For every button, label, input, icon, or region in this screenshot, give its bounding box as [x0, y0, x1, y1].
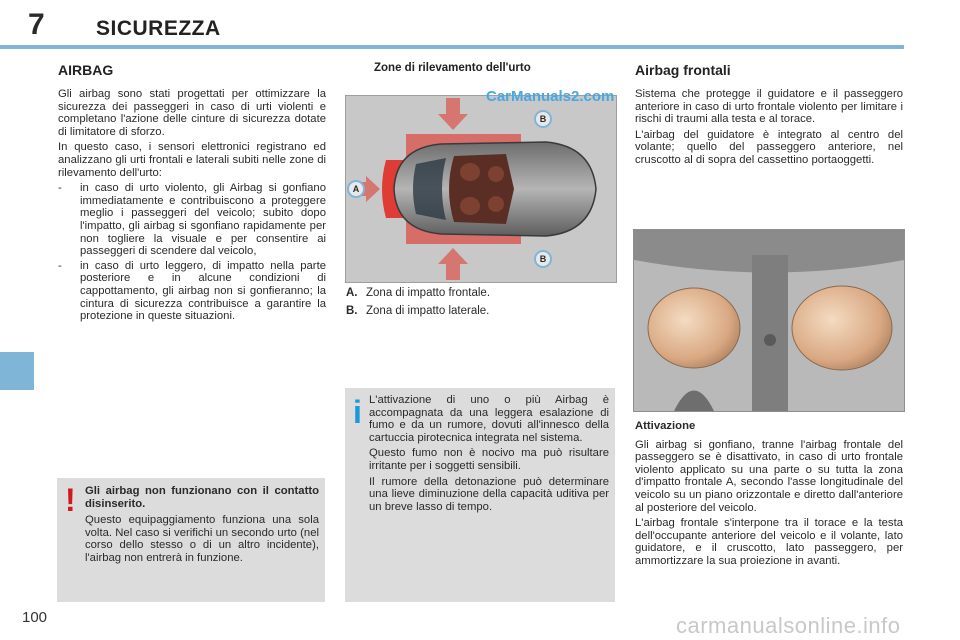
activation-title: Attivazione [635, 420, 696, 432]
frontal-airbag-figure [633, 229, 905, 412]
airbag-title: AIRBAG [58, 62, 114, 78]
windshield [413, 158, 446, 220]
front-seat [460, 197, 480, 215]
frontal-section [635, 62, 903, 170]
info-icon: i [353, 394, 362, 430]
side-arrow-top [438, 98, 468, 130]
car-top-view-illustration [346, 96, 616, 282]
console-knob [764, 334, 776, 346]
rear-seat [488, 196, 504, 212]
header-rule [0, 45, 904, 49]
side-arrow-bottom [438, 248, 468, 280]
frontal-para-location: L'airbag del guidatore è integrato al centro del volante; quello del passeggero anteriore, nel cruscotto al di sopra del cassettino portaoggetti. [635, 128, 903, 166]
info-para-smoke: Questo fumo non è nocivo ma può risultare irritante per i soggetti sensibili. [369, 447, 609, 472]
legend-text: Zona di impatto frontale. [366, 287, 491, 299]
bullet-dash: - [58, 259, 62, 272]
label-b-top: B [539, 114, 547, 124]
label-b-bottom: B [539, 254, 547, 264]
warning-icon: ! [65, 482, 76, 518]
center-console [752, 255, 788, 411]
zones-title: Zone di rilevamento dell'urto [374, 62, 531, 74]
airbag-sensors: In questo caso, i sensori elettronici registrano ed analizzano gli urti frontali e laterali subiti nelle zone di rilevamento dell'urto: [58, 141, 326, 179]
info-para-noise: Il rumore della detonazione può determinare una lieve diminuzione della capacità uditiva per un breve lasso di tempo. [369, 475, 609, 513]
carmanuals-watermark: CarManuals2.com [486, 88, 615, 105]
activation-para-function: L'airbag frontale s'interpone tra il torace e la testa dell'occupante anteriore del veicolo e il volante, lato guidatore, e il cruscotto, lato passeggero, per ammortizzare la sua proiezione in avanti. [635, 517, 903, 567]
warning-title: Gli airbag non funzionano con il contatto disinserito. [85, 485, 319, 510]
airbag-intro: Gli airbag sono stati progettati per ottimizzare la sicurezza dei passeggeri in caso di urti violenti e completano l'azione delle cinture di sicurezza dotate di limitatore di sforzo. [58, 88, 326, 138]
footer-watermark: carmanualsonline.info [676, 613, 901, 638]
zones-legend [346, 287, 616, 323]
label-a: A [352, 184, 360, 194]
info-para-activation: L'attivazione di uno o più Airbag è accompagnata da una leggera esalazione di fumo e da un rumore, dovuti all'innesco della cartuccia pirotecnica integrata nel sistema. [369, 394, 609, 444]
warning-box [57, 478, 325, 602]
chapter-side-tab [0, 352, 34, 390]
legend-item-a [346, 287, 616, 299]
frontal-title: Airbag frontali [635, 62, 731, 78]
passenger-airbag [792, 286, 892, 370]
rear-seat [488, 166, 504, 182]
airbag-bullet-light [58, 260, 326, 323]
legend-text: Zona di impatto laterale. [366, 305, 490, 317]
airbag-section [58, 62, 326, 325]
bullet-dash: - [58, 182, 62, 195]
chapter-number: 7 [28, 8, 45, 41]
front-seat [460, 163, 480, 181]
activation-section [635, 420, 903, 571]
frontal-airbags-illustration [634, 230, 904, 411]
legend-key: A. [346, 287, 358, 299]
warning-text: Questo equipaggiamento funziona una sola volta. Nel caso si verifichi un secondo urto (nel corso dello stesso o di un altro incidente), l'airbag non entrerà in funzione. [85, 514, 319, 564]
steering-column [674, 391, 714, 412]
airbag-bullet-violent [58, 182, 326, 258]
bullet-text: in caso di urto leggero, di impatto nella parte posteriore e in alcune condizioni di cappottamento, gli airbag non si gonfieranno; la cintura di sicurezza contribuisce a garantire la protezione in queste situazioni. [80, 259, 326, 323]
frontal-para-system: Sistema che protegge il guidatore e il passeggero anteriore in caso di urto frontale violento per limitare i rischi di traumi alla testa e al torace. [635, 88, 903, 126]
legend-item-b [346, 305, 616, 317]
page-number: 100 [22, 609, 48, 626]
bullet-text: in caso di urto violento, gli Airbag si gonfiano immediatamente e contribuiscono a proteggere meglio i passeggeri del veicolo; subito dopo l'impatto, gli airbag si sgonfiano rapidamente per non togliere la visuale e per consentire ai passeggeri di scendere dal veicolo, [80, 182, 326, 258]
car-cabin [449, 154, 514, 224]
impact-zones-figure [345, 88, 617, 283]
legend-key: B. [346, 305, 358, 317]
activation-para-conditions: Gli airbag si gonfiano, tranne l'airbag frontale del passeggero se è disattivato, in caso di urto frontale violento applicato su una parte o su tutta la zona d'impatto frontale A, secondo l'asse longitudinale del veicolo su un piano orizzontale e diretto dall'anteriore al posteriore del veicolo. [635, 438, 903, 514]
info-box [345, 388, 615, 602]
chapter-title: SICUREZZA [96, 17, 221, 40]
driver-airbag [648, 288, 740, 368]
